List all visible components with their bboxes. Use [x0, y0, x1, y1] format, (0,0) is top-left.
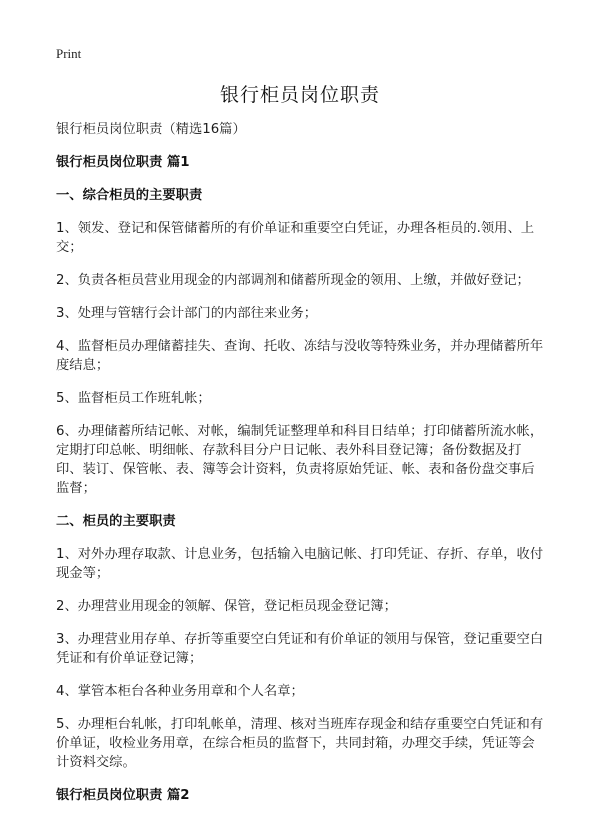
paragraph: 5、办理柜台轧帐，打印轧帐单，清理、核对当班库存现金和结存重要空白凭证和有价单证，收检业务用章，在综合柜员的监督下，共同封箱，办理交手续，凭证等会计资料交综。 [56, 717, 544, 770]
paragraph: 1、对外办理存取款、计息业务，包括输入电脑记帐、打印凭证、存折、存单，收付现金等； [56, 547, 544, 581]
paragraph: 3、处理与管辖行会计部门的内部往来业务； [56, 306, 318, 321]
section-heading-1: 银行柜员岗位职责 篇1 [56, 155, 190, 170]
paragraph: 2、办理营业用现金的领解、保管，登记柜员现金登记簿； [56, 599, 397, 614]
paragraph: 2、负责各柜员营业用现金的内部调剂和储蓄所现金的领用、上缴，并做好登记； [56, 273, 530, 288]
paragraph: 5、监督柜员工作班轧帐； [56, 391, 211, 406]
paragraph: 3、办理营业用存单、存折等重要空白凭证和有价单证的领用与保管，登记重要空白凭证和有价单证登记簿； [56, 632, 544, 666]
document-body [56, 120, 544, 819]
part2-heading: 二、柜员的主要职责 [56, 514, 176, 529]
paragraph: 4、掌管本柜台各种业务用章和个人名章； [56, 684, 304, 699]
print-label[interactable]: Print [56, 46, 82, 61]
part1-heading: 一、综合柜员的主要职责 [56, 188, 203, 203]
document-title: 银行柜员岗位职责 [219, 84, 380, 106]
section-heading-2: 银行柜员岗位职责 篇2 [56, 788, 190, 803]
paragraph: 4、监督柜员办理储蓄挂失、查询、托收、冻结与没收等特殊业务，并办理储蓄所年度结息； [56, 339, 544, 373]
document-subtitle: 银行柜员岗位职责（精选16篇） [56, 122, 246, 137]
paragraph: 6、办理储蓄所结记帐、对帐，编制凭证整理单和科目日结单；打印储蓄所流水帐，定期打印总帐、明细帐、存款科目分户日记帐、表外科目登记簿；备份数据及打印、装订、保管帐、表、簿等会计资料，负责将原始凭证、帐、表和备份盘交事后监督； [56, 424, 544, 496]
paragraph: 1、领发、登记和保管储蓄所的有价单证和重要空白凭证，办理各柜员的.领用、上交； [56, 221, 535, 255]
